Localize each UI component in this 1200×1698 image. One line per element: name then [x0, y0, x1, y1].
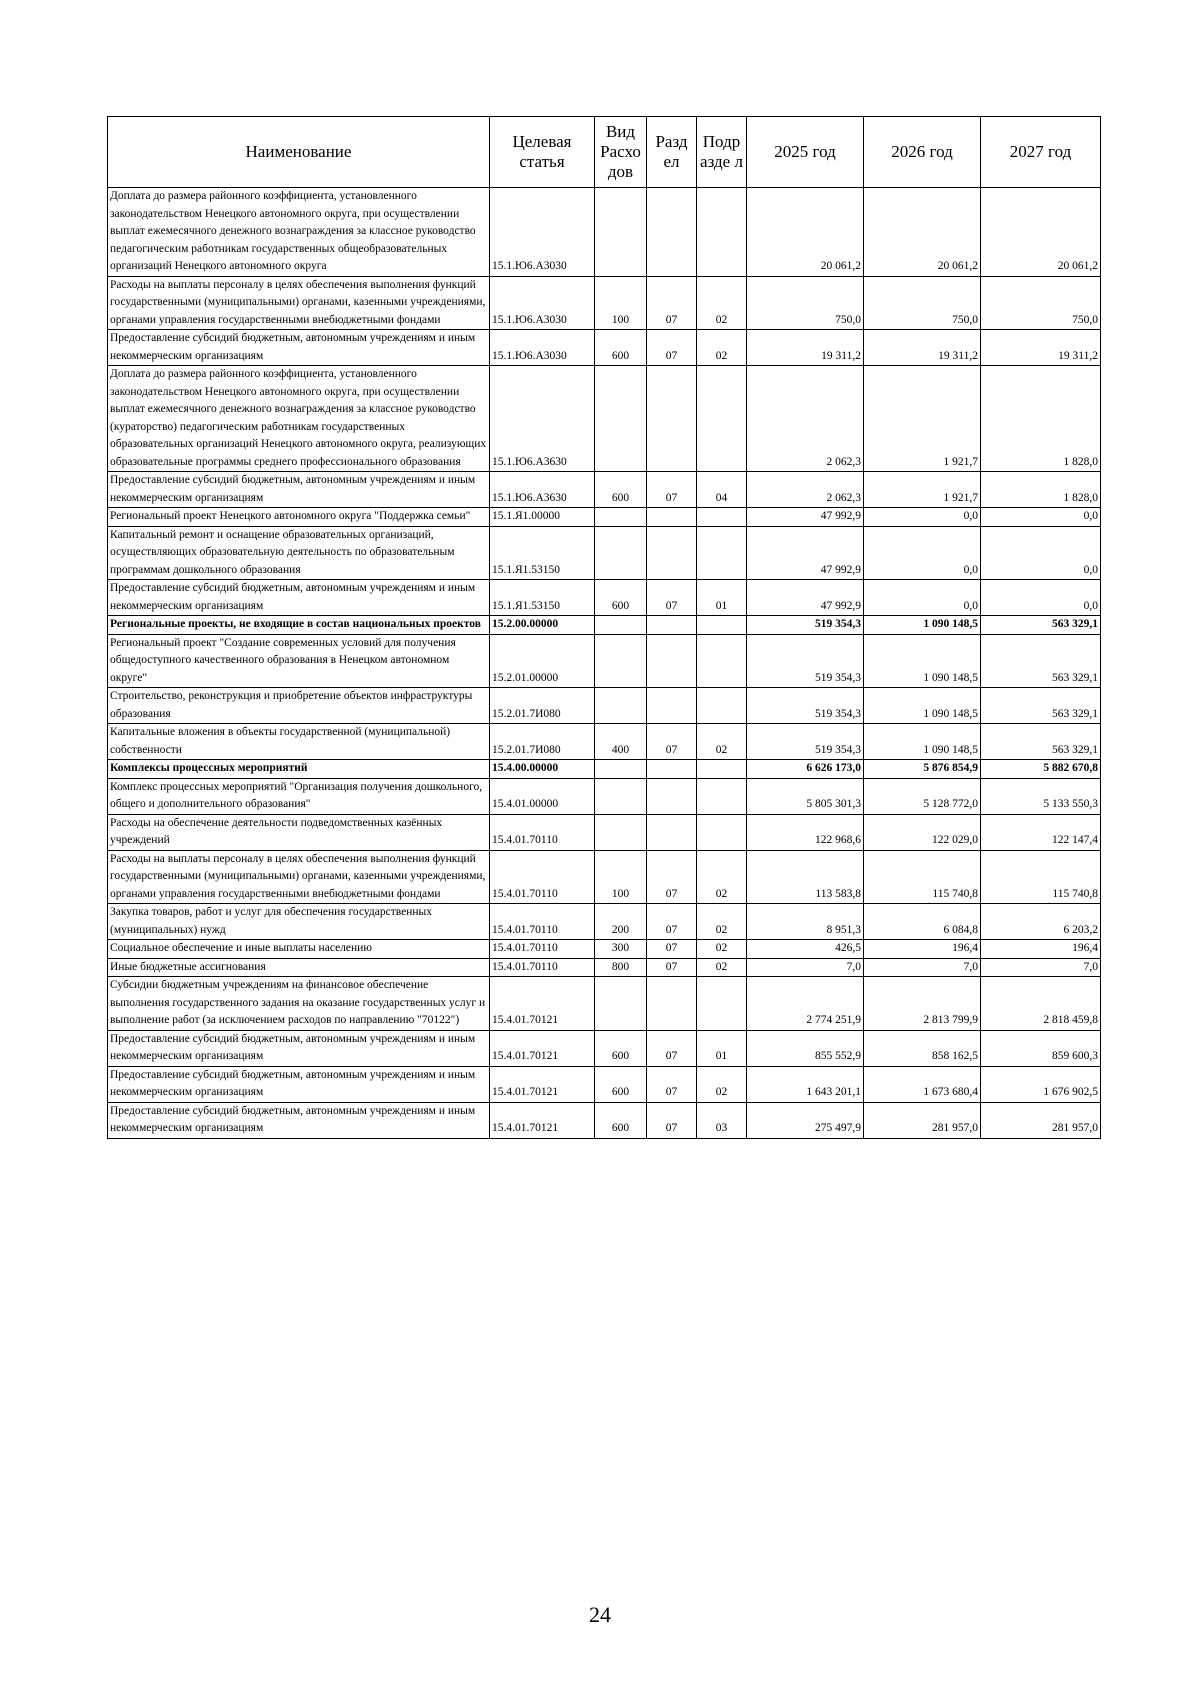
cell-year-2027: 1 676 902,5 — [981, 1066, 1101, 1102]
cell-target-article: 15.4.01.70121 — [490, 1102, 595, 1138]
cell-expense-type — [595, 977, 647, 1031]
cell-year-2025: 47 992,9 — [747, 526, 864, 580]
cell-target-article: 15.4.01.70110 — [490, 850, 595, 904]
cell-expense-type — [595, 634, 647, 688]
cell-target-article: 15.1.Ю6.А3030 — [490, 276, 595, 330]
cell-subsection: 01 — [697, 580, 747, 616]
cell-target-article: 15.1.Ю6.А3030 — [490, 188, 595, 277]
cell-name: Капитальные вложения в объекты государственной (муниципальной) собственности — [108, 724, 490, 760]
cell-expense-type: 600 — [595, 580, 647, 616]
cell-target-article: 15.4.01.70110 — [490, 904, 595, 940]
table-row — [108, 688, 1101, 724]
cell-subsection: 02 — [697, 940, 747, 959]
cell-year-2026: 0,0 — [864, 526, 981, 580]
table-row — [108, 958, 1101, 977]
cell-target-article: 15.2.01.7И080 — [490, 724, 595, 760]
table-row — [108, 940, 1101, 959]
cell-section: 07 — [647, 330, 697, 366]
cell-subsection: 02 — [697, 904, 747, 940]
table-header-row — [108, 117, 1101, 188]
table-row — [108, 188, 1101, 277]
cell-year-2026: 7,0 — [864, 958, 981, 977]
cell-expense-type — [595, 760, 647, 779]
cell-year-2025: 7,0 — [747, 958, 864, 977]
cell-year-2026: 20 061,2 — [864, 188, 981, 277]
cell-year-2027: 19 311,2 — [981, 330, 1101, 366]
cell-target-article: 15.4.01.70110 — [490, 940, 595, 959]
cell-year-2025: 750,0 — [747, 276, 864, 330]
cell-year-2027: 20 061,2 — [981, 188, 1101, 277]
cell-year-2027: 0,0 — [981, 526, 1101, 580]
cell-subsection — [697, 688, 747, 724]
cell-subsection: 02 — [697, 330, 747, 366]
cell-expense-type: 300 — [595, 940, 647, 959]
cell-expense-type: 600 — [595, 1102, 647, 1138]
cell-subsection — [697, 188, 747, 277]
cell-year-2027: 1 828,0 — [981, 366, 1101, 472]
cell-section — [647, 688, 697, 724]
cell-section: 07 — [647, 472, 697, 508]
table-row — [108, 760, 1101, 779]
cell-year-2026: 2 813 799,9 — [864, 977, 981, 1031]
cell-year-2025: 426,5 — [747, 940, 864, 959]
cell-expense-type: 400 — [595, 724, 647, 760]
cell-section: 07 — [647, 1030, 697, 1066]
cell-subsection — [697, 508, 747, 527]
header-year-2027: 2027 год — [981, 117, 1101, 188]
table-row — [108, 472, 1101, 508]
header-year-2026: 2026 год — [864, 117, 981, 188]
cell-name: Предоставление субсидий бюджетным, автономным учреждениям и иным некоммерческим организациям — [108, 472, 490, 508]
cell-year-2026: 5 128 772,0 — [864, 778, 981, 814]
cell-year-2027: 0,0 — [981, 580, 1101, 616]
cell-section: 07 — [647, 1066, 697, 1102]
cell-name: Региональный проект Ненецкого автономного округа "Поддержка семьи" — [108, 508, 490, 527]
cell-name: Комплексы процессных мероприятий — [108, 760, 490, 779]
cell-year-2026: 196,4 — [864, 940, 981, 959]
cell-subsection — [697, 977, 747, 1031]
cell-name: Капитальный ремонт и оснащение образовательных организаций, осуществляющих образовательную деятельность по образовательным программам дошкольного образования — [108, 526, 490, 580]
table-row — [108, 778, 1101, 814]
cell-year-2025: 47 992,9 — [747, 580, 864, 616]
cell-year-2026: 19 311,2 — [864, 330, 981, 366]
cell-year-2025: 113 583,8 — [747, 850, 864, 904]
cell-year-2026: 6 084,8 — [864, 904, 981, 940]
cell-year-2025: 519 354,3 — [747, 688, 864, 724]
cell-year-2026: 1 090 148,5 — [864, 724, 981, 760]
cell-section — [647, 977, 697, 1031]
cell-section — [647, 814, 697, 850]
cell-year-2026: 1 921,7 — [864, 472, 981, 508]
cell-section — [647, 508, 697, 527]
cell-target-article: 15.1.Ю6.А3630 — [490, 472, 595, 508]
table-row — [108, 330, 1101, 366]
cell-subsection: 02 — [697, 724, 747, 760]
cell-year-2025: 519 354,3 — [747, 616, 864, 635]
cell-section — [647, 366, 697, 472]
table-body — [108, 188, 1101, 1139]
cell-section: 07 — [647, 850, 697, 904]
cell-name: Субсидии бюджетным учреждениям на финансовое обеспечение выполнения государственного задания на оказание государственных услуг и выполнение работ (за исключением расходов по направлению "70122") — [108, 977, 490, 1031]
cell-name: Комплекс процессных мероприятий "Организация получения дошкольного, общего и дополнительного образования" — [108, 778, 490, 814]
cell-year-2025: 6 626 173,0 — [747, 760, 864, 779]
cell-name: Доплата до размера районного коэффициента, установленного законодательством Ненецкого автономного округа, при осуществлении выплат ежемесячного денежного вознаграждения за классное руководство (кураторство) педагогическим работникам государственных образовательных организаций Ненецкого автономного округа, реализующих образовательные программы среднего профессионального образования — [108, 366, 490, 472]
cell-subsection — [697, 814, 747, 850]
cell-expense-type: 800 — [595, 958, 647, 977]
cell-name: Строительство, реконструкция и приобретение объектов инфраструктуры образования — [108, 688, 490, 724]
cell-target-article: 15.4.01.70121 — [490, 1030, 595, 1066]
cell-year-2027: 563 329,1 — [981, 616, 1101, 635]
cell-subsection: 02 — [697, 958, 747, 977]
table-row — [108, 1030, 1101, 1066]
cell-name: Доплата до размера районного коэффициента, установленного законодательством Ненецкого автономного округа, при осуществлении выплат ежемесячного денежного вознаграждения за классное руководство педагогическим работникам государственных общеобразовательных организаций Ненецкого автономного округа — [108, 188, 490, 277]
cell-name: Расходы на выплаты персоналу в целях обеспечения выполнения функций государственными (муниципальными) органами, казенными учреждениями, органами управления государственными внебюджетными фондами — [108, 850, 490, 904]
cell-name: Предоставление субсидий бюджетным, автономным учреждениям и иным некоммерческим организациям — [108, 330, 490, 366]
cell-year-2026: 1 921,7 — [864, 366, 981, 472]
table-row — [108, 814, 1101, 850]
cell-year-2025: 1 643 201,1 — [747, 1066, 864, 1102]
cell-year-2027: 115 740,8 — [981, 850, 1101, 904]
header-expense-type: Вид Расхо дов — [595, 117, 647, 188]
cell-section: 07 — [647, 940, 697, 959]
cell-year-2025: 519 354,3 — [747, 724, 864, 760]
cell-year-2027: 281 957,0 — [981, 1102, 1101, 1138]
header-section: Разд ел — [647, 117, 697, 188]
cell-target-article: 15.1.Ю6.А3030 — [490, 330, 595, 366]
cell-year-2027: 0,0 — [981, 508, 1101, 527]
table-row — [108, 616, 1101, 635]
cell-subsection: 04 — [697, 472, 747, 508]
cell-year-2026: 281 957,0 — [864, 1102, 981, 1138]
table-row — [108, 526, 1101, 580]
table-row — [108, 850, 1101, 904]
cell-year-2025: 20 061,2 — [747, 188, 864, 277]
cell-year-2026: 1 673 680,4 — [864, 1066, 981, 1102]
cell-section — [647, 188, 697, 277]
page-number: 24 — [589, 1602, 611, 1627]
cell-target-article: 15.2.01.00000 — [490, 634, 595, 688]
cell-target-article: 15.2.01.7И080 — [490, 688, 595, 724]
cell-expense-type — [595, 616, 647, 635]
cell-year-2025: 8 951,3 — [747, 904, 864, 940]
cell-year-2027: 5 133 550,3 — [981, 778, 1101, 814]
cell-year-2027: 7,0 — [981, 958, 1101, 977]
table-row — [108, 580, 1101, 616]
cell-year-2025: 47 992,9 — [747, 508, 864, 527]
cell-name: Предоставление субсидий бюджетным, автономным учреждениям и иным некоммерческим организациям — [108, 1102, 490, 1138]
cell-name: Региональные проекты, не входящие в состав национальных проектов — [108, 616, 490, 635]
cell-expense-type — [595, 366, 647, 472]
cell-subsection: 02 — [697, 850, 747, 904]
cell-year-2027: 563 329,1 — [981, 724, 1101, 760]
cell-name: Расходы на обеспечение деятельности подведомственных казённых учреждений — [108, 814, 490, 850]
budget-table — [107, 116, 1101, 1139]
cell-name: Иные бюджетные ассигнования — [108, 958, 490, 977]
cell-year-2025: 122 968,6 — [747, 814, 864, 850]
table-row — [108, 508, 1101, 527]
cell-target-article: 15.4.00.00000 — [490, 760, 595, 779]
cell-expense-type — [595, 508, 647, 527]
cell-target-article: 15.4.01.70121 — [490, 1066, 595, 1102]
cell-subsection — [697, 526, 747, 580]
cell-target-article: 15.4.01.70110 — [490, 958, 595, 977]
cell-year-2026: 5 876 854,9 — [864, 760, 981, 779]
cell-name: Предоставление субсидий бюджетным, автономным учреждениям и иным некоммерческим организациям — [108, 1030, 490, 1066]
cell-expense-type: 600 — [595, 472, 647, 508]
cell-year-2026: 0,0 — [864, 580, 981, 616]
cell-year-2027: 196,4 — [981, 940, 1101, 959]
header-subsection: Подр азде л — [697, 117, 747, 188]
table-row — [108, 634, 1101, 688]
cell-year-2027: 1 828,0 — [981, 472, 1101, 508]
cell-year-2027: 750,0 — [981, 276, 1101, 330]
cell-year-2026: 750,0 — [864, 276, 981, 330]
cell-section: 07 — [647, 904, 697, 940]
cell-year-2027: 563 329,1 — [981, 634, 1101, 688]
cell-name: Предоставление субсидий бюджетным, автономным учреждениям и иным некоммерческим организациям — [108, 1066, 490, 1102]
cell-expense-type: 600 — [595, 1066, 647, 1102]
header-target-article: Целевая статья — [490, 117, 595, 188]
cell-section: 07 — [647, 958, 697, 977]
header-name: Наименование — [108, 117, 490, 188]
cell-year-2027: 563 329,1 — [981, 688, 1101, 724]
table-row — [108, 724, 1101, 760]
cell-target-article: 15.4.01.00000 — [490, 778, 595, 814]
cell-section — [647, 760, 697, 779]
table-row — [108, 276, 1101, 330]
cell-subsection — [697, 366, 747, 472]
cell-name: Социальное обеспечение и иные выплаты населению — [108, 940, 490, 959]
cell-year-2025: 2 062,3 — [747, 472, 864, 508]
cell-subsection — [697, 634, 747, 688]
table-row — [108, 1102, 1101, 1138]
table-row — [108, 1066, 1101, 1102]
cell-year-2027: 6 203,2 — [981, 904, 1101, 940]
cell-year-2026: 858 162,5 — [864, 1030, 981, 1066]
cell-section: 07 — [647, 724, 697, 760]
cell-expense-type: 100 — [595, 276, 647, 330]
cell-section: 07 — [647, 276, 697, 330]
cell-subsection — [697, 616, 747, 635]
cell-year-2027: 2 818 459,8 — [981, 977, 1101, 1031]
cell-expense-type: 600 — [595, 1030, 647, 1066]
cell-year-2025: 275 497,9 — [747, 1102, 864, 1138]
cell-expense-type: 600 — [595, 330, 647, 366]
cell-name: Закупка товаров, работ и услуг для обеспечения государственных (муниципальных) нужд — [108, 904, 490, 940]
cell-year-2025: 2 062,3 — [747, 366, 864, 472]
cell-expense-type: 200 — [595, 904, 647, 940]
cell-name: Расходы на выплаты персоналу в целях обеспечения выполнения функций государственными (муниципальными) органами, казенными учреждениями, органами управления государственными внебюджетными фондами — [108, 276, 490, 330]
cell-expense-type — [595, 778, 647, 814]
cell-section: 07 — [647, 580, 697, 616]
cell-year-2025: 19 311,2 — [747, 330, 864, 366]
cell-year-2025: 5 805 301,3 — [747, 778, 864, 814]
cell-year-2027: 122 147,4 — [981, 814, 1101, 850]
cell-subsection — [697, 778, 747, 814]
cell-year-2025: 2 774 251,9 — [747, 977, 864, 1031]
cell-year-2026: 1 090 148,5 — [864, 616, 981, 635]
cell-expense-type — [595, 688, 647, 724]
cell-year-2026: 1 090 148,5 — [864, 688, 981, 724]
table-row — [108, 366, 1101, 472]
cell-subsection: 01 — [697, 1030, 747, 1066]
cell-year-2025: 519 354,3 — [747, 634, 864, 688]
cell-year-2026: 122 029,0 — [864, 814, 981, 850]
cell-name: Региональный проект "Создание современных условий для получения общедоступного качественного образования в Ненецком автономном округе" — [108, 634, 490, 688]
cell-target-article: 15.1.Я1.00000 — [490, 508, 595, 527]
cell-expense-type: 100 — [595, 850, 647, 904]
cell-year-2027: 5 882 670,8 — [981, 760, 1101, 779]
cell-section — [647, 526, 697, 580]
cell-subsection: 03 — [697, 1102, 747, 1138]
cell-expense-type — [595, 526, 647, 580]
cell-year-2027: 859 600,3 — [981, 1030, 1101, 1066]
cell-target-article: 15.4.01.70121 — [490, 977, 595, 1031]
cell-name: Предоставление субсидий бюджетным, автономным учреждениям и иным некоммерческим организациям — [108, 580, 490, 616]
cell-subsection — [697, 760, 747, 779]
cell-year-2026: 0,0 — [864, 508, 981, 527]
cell-year-2026: 1 090 148,5 — [864, 634, 981, 688]
cell-subsection: 02 — [697, 1066, 747, 1102]
table-row — [108, 904, 1101, 940]
cell-target-article: 15.2.00.00000 — [490, 616, 595, 635]
cell-section: 07 — [647, 1102, 697, 1138]
cell-target-article: 15.1.Я1.53150 — [490, 526, 595, 580]
table-row — [108, 977, 1101, 1031]
cell-expense-type — [595, 188, 647, 277]
header-year-2025: 2025 год — [747, 117, 864, 188]
cell-expense-type — [595, 814, 647, 850]
cell-section — [647, 616, 697, 635]
cell-target-article: 15.4.01.70110 — [490, 814, 595, 850]
cell-year-2025: 855 552,9 — [747, 1030, 864, 1066]
cell-target-article: 15.1.Ю6.А3630 — [490, 366, 595, 472]
cell-target-article: 15.1.Я1.53150 — [490, 580, 595, 616]
cell-subsection: 02 — [697, 276, 747, 330]
cell-section — [647, 634, 697, 688]
cell-section — [647, 778, 697, 814]
cell-year-2026: 115 740,8 — [864, 850, 981, 904]
